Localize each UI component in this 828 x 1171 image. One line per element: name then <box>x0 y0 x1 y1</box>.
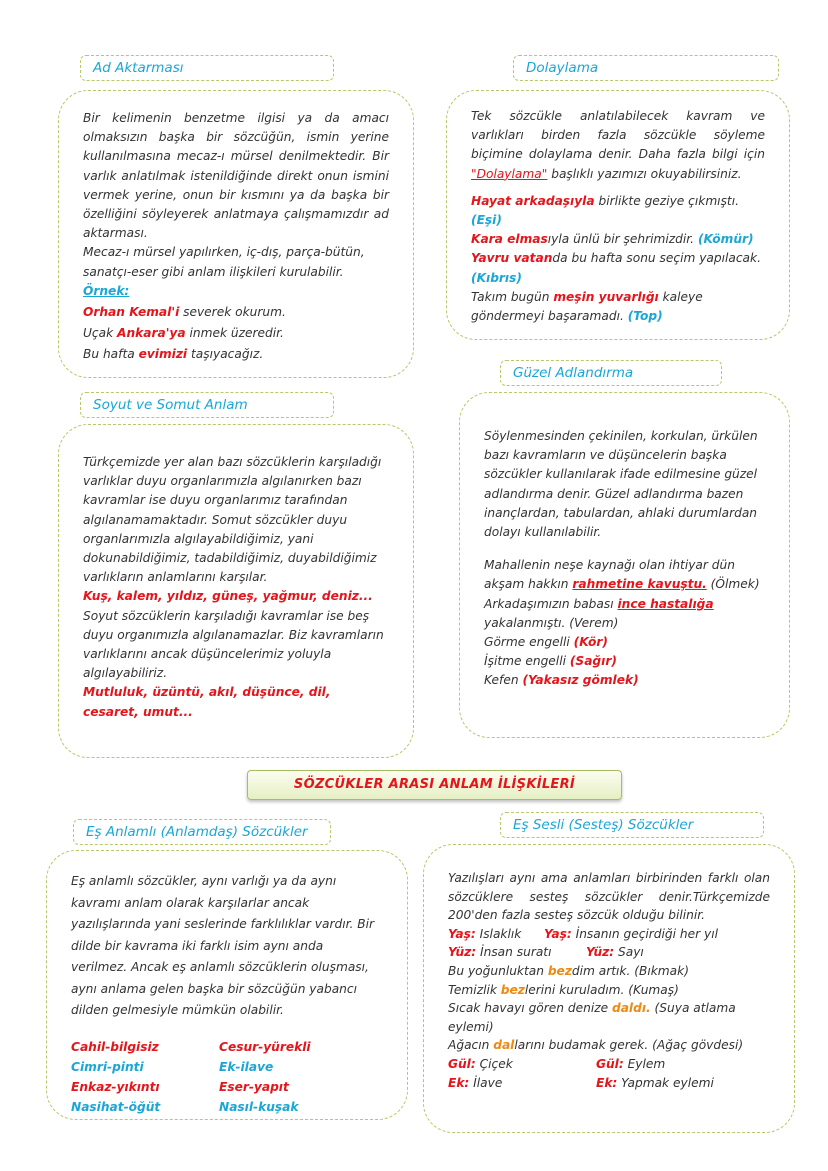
example-line: Arkadaşımızın babası ince hastalığa yakalanmıştı. (Verem) <box>484 596 714 630</box>
synonym-pairs <box>71 1038 383 1118</box>
es-sesli-box <box>423 844 795 1133</box>
synonym-pair: Enkaz-yıkıntı <box>71 1079 160 1094</box>
soyut-examples: Mutluluk, üzüntü, akıl, düşünce, dil, cesaret, umut... <box>83 685 331 719</box>
ornek-label: Örnek: <box>83 283 130 298</box>
synonym-pair: Eser-yapıt <box>219 1079 289 1094</box>
example-line: Bu hafta evimizi taşıyacağız. <box>83 347 264 362</box>
section-banner: SÖZCÜKLER ARASI ANLAM İLİŞKİLERİ <box>247 770 622 800</box>
example-line: Orhan Kemal'i severek okurum. <box>83 305 286 320</box>
ad-aktarmasi-box <box>58 90 414 378</box>
es-sesli-definition: Yazılışları aynı ama anlamları birbirinden farklı olan sözcüklere sesteş sözcükler denir.Türkçemizde 200'den fazla sesteş sözcük olduğu bilinir. <box>448 871 770 923</box>
synonym-pair: Cesur-yürekli <box>219 1039 311 1054</box>
homonym-row: Yüz: İnsan suratı Yüz: Sayı <box>448 945 644 960</box>
somut-examples: Kuş, kalem, yıldız, güneş, yağmur, deniz... <box>83 589 373 604</box>
example-line: Görme engelli (Kör) <box>484 635 608 650</box>
guzel-adlandirma-definition: Söylenmesinden çekinilen, korkulan, ürkülen bazı kavramların ve düşüncelerin başka sözcükler kullanılarak ifade edilmesine güzel adlandırma denir. Güzel adlandırma bazen inançlardan, tabulardan, ahlaki durumlardan dolayı kullanılabilir. <box>484 429 758 540</box>
homonym-row: Ek: İlave Ek: Yapmak eylemi <box>448 1075 714 1090</box>
example-line: Hayat arkadaşıyla birlikte geziye çıkmıştı. (Eşi) <box>471 193 739 228</box>
synonym-pair: Cimri-pinti <box>71 1059 144 1074</box>
es-anlamli-box <box>46 850 408 1120</box>
example-line: Kefen (Yakasız gömlek) <box>484 673 639 688</box>
dolaylama-title: Dolaylama <box>513 55 779 81</box>
example-line: Sıcak havayı gören denize daldı. (Suya atlama eylemi) <box>448 1001 736 1034</box>
soyut-somut-box <box>58 424 414 758</box>
soyut-definition: Soyut sözcüklerin karşıladığı kavramlar ise beş duyu organımızla algılanamazlar. Biz kavramların varlıklarını ancak düşüncelerimiz yoluyla algılayabiliriz. <box>83 608 384 681</box>
example-line: Kara elmasıyla ünlü bir şehrimizdir. (Kömür) <box>471 232 754 247</box>
example-line: Bu yoğunluktan bezdim artık. (Bıkmak) <box>448 963 689 978</box>
example-line: Yavru vatanda bu hafta sonu seçim yapılacak. (Kıbrıs) <box>471 251 761 285</box>
example-line: Ağacın dallarını budamak gerek. (Ağaç gövdesi) <box>448 1038 744 1053</box>
example-line: Temizlik bezlerini kuruladım. (Kumaş) <box>448 982 679 997</box>
ad-aktarmasi-title: Ad Aktarması <box>80 55 334 81</box>
homonym-row: Gül: Çiçek Gül: Eylem <box>448 1056 666 1071</box>
es-sesli-title: Eş Sesli (Sesteş) Sözcükler <box>500 812 764 838</box>
dolaylama-box <box>446 90 790 340</box>
guzel-adlandirma-box <box>459 392 790 738</box>
guzel-adlandirma-title: Güzel Adlandırma <box>500 360 722 386</box>
example-line: Takım bugün meşin yuvarlığı kaleye göndermeyi başaramadı. (Top) <box>471 289 703 324</box>
ad-aktarmasi-relations: Mecaz-ı mürsel yapılırken, iç-dış, parça-bütün, sanatçı-eser gibi anlam ilişkileri kurulabilir. <box>83 245 365 279</box>
synonym-pair: Nasihat-öğüt <box>71 1100 161 1115</box>
soyut-somut-definition: Türkçemizde yer alan bazı sözcüklerin karşıladığı varlıklar duyu organlarımızla algılanırken bazı kavramlar ise duyu organlarımız tarafından algılanamamaktadır. Somut sözcükler duyu organlarımızla algılayabildiğimiz, yani dokunabildiğimiz, tadabildiğimiz, duyabildiğimiz varlıkların anlamlarını karşılar. <box>83 455 382 585</box>
synonym-pair: Nasıl-kuşak <box>219 1100 299 1115</box>
synonym-pair: Cahil-bilgisiz <box>71 1039 159 1054</box>
dolaylama-definition: Tek sözcükle anlatılabilecek kavram ve varlıkları birden fazla sözcükle söyleme biçimine dolaylama denir. Daha fazla bilgi için "Dolaylama" başlıklı yazımızı okuyabilirsiniz. <box>471 109 765 181</box>
es-anlamli-title: Eş Anlamlı (Anlamdaş) Sözcükler <box>73 819 331 845</box>
soyut-somut-title: Soyut ve Somut Anlam <box>80 392 334 418</box>
homonym-row: Yaş: Islaklık Yaş: İnsanın geçirdiği her yıl <box>448 926 718 941</box>
synonym-pair: Ek-ilave <box>219 1059 274 1074</box>
example-line: Mahallenin neşe kaynağı olan ihtiyar dün akşam hakkın rahmetine kavuştu. (Ölmek) <box>484 558 760 592</box>
es-anlamli-definition: Eş anlamlı sözcükler, aynı varlığı ya da aynı kavramı anlam olarak karşılarlar ancak yazılışlarında yani seslerinde farklılıklar vardır. Bir dilde bir kavrama iki farklı isim aynı anda verilmez. Ancak eş anlamlı sözcüklerin oluşması, aynı anlama gelen başka bir sözcüğün yabancı dilden gelmesiyle mümkün olabilir. <box>71 874 374 1017</box>
example-line: Uçak Ankara'ya inmek üzeredir. <box>83 326 284 341</box>
dolaylama-link[interactable]: "Dolaylama" <box>471 166 548 181</box>
example-line: İşitme engelli (Sağır) <box>484 654 617 669</box>
ad-aktarmasi-definition: Bir kelimenin benzetme ilgisi ya da amacı olmaksızın başka bir sözcüğün, ismin yerine kullanılmasına mecaz-ı mürsel denilmektedir. Bir varlık anlatılmak istenildiğinde direkt onun ismini vermek yerine, onun bir kısmını ya da başka bir özelliğini söyleyerek anlatmaya çalışmamızdır ad aktarması. <box>83 111 389 241</box>
